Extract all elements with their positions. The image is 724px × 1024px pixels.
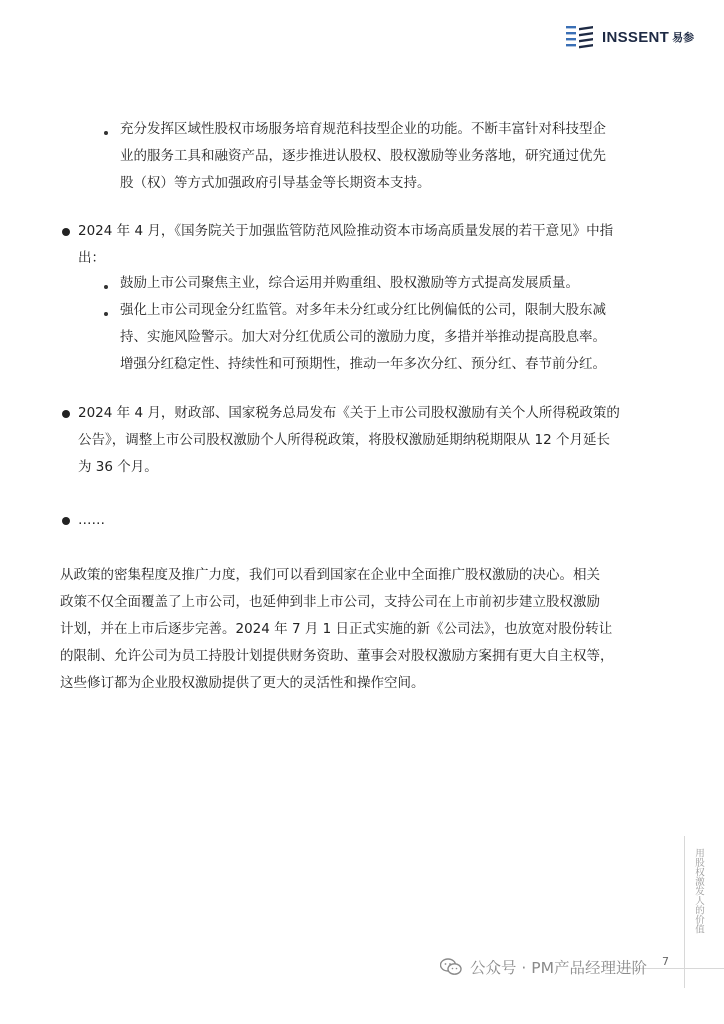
watermark-text: 公众号 · PM产品经理进阶 (470, 959, 648, 977)
sub-bullet-text: 强化上市公司现金分红监管。对多年未分红或分红比例偏低的公司，限制大股东减 持、实施风险警示。加大对分红优质公司的激励力度，多措并举推动提高股息率。 增强分红稳定性、持续性和可预期性，推动一年多次分红、预分红、春节前分红。 (120, 302, 606, 372)
side-slogan: 用股权激发人的价值 (693, 848, 704, 934)
watermark (440, 956, 647, 978)
page-number: 7 (662, 955, 669, 968)
bullet-text: …… (78, 512, 105, 528)
sub-bullet-text: 充分发挥区域性股权市场服务培育规范科技型企业的功能。不断丰富针对科技型企 业的服务工具和融资产品，逐步推进认股权、股权激励等业务落地，研究通过优先 股（权）等方式加强政府引导基金等长期资本支持。 (120, 121, 606, 191)
sub-bullet-dot (104, 312, 108, 316)
brand-name-cn: 易参 (672, 31, 695, 44)
insent-logo-icon (566, 24, 594, 50)
sub-bullet-text: 鼓励上市公司聚焦主业，综合运用并购重组、股权激励等方式提高发展质量。 (120, 275, 579, 291)
bullet-dot (62, 228, 70, 236)
body-paragraph: 从政策的密集程度及推广力度，我们可以看到国家在企业中全面推广股权激励的决心。相关 政策不仅全面覆盖了上市公司，也延伸到非上市公司，支持公司在上市前初步建立股权激励 计划，并在上市后逐步完善。2024 年 7 月 1 日正式实施的新《公司法》，也放宽对股份转让 的限制、允许公司为员工持股计划提供财务资助、董事会对股权激励方案拥有更大自主权等， 这些修订都为企业股权激励提供了更大的灵活性和操作空间。 (60, 567, 614, 691)
bullet-text: 2024 年 4 月，《国务院关于加强监管防范风险推动资本市场高质量发展的若干意见》中指 出： (78, 223, 614, 266)
sub-bullet-dot (104, 131, 108, 135)
bullet-text: 2024 年 4 月，财政部、国家税务总局发布《关于上市公司股权激励有关个人所得税政策的 公告》，调整上市公司股权激励个人所得税政策，将股权激励延期纳税期限从 12 个月延长 为 36 个月。 (78, 405, 620, 475)
bullet-dot (62, 410, 70, 418)
sub-bullet-dot (104, 285, 108, 289)
bullet-dot (62, 517, 70, 525)
wechat-icon (440, 958, 462, 976)
brand-name: INSSENT (602, 28, 670, 46)
side-divider (684, 836, 685, 988)
brand-logo (566, 24, 694, 50)
